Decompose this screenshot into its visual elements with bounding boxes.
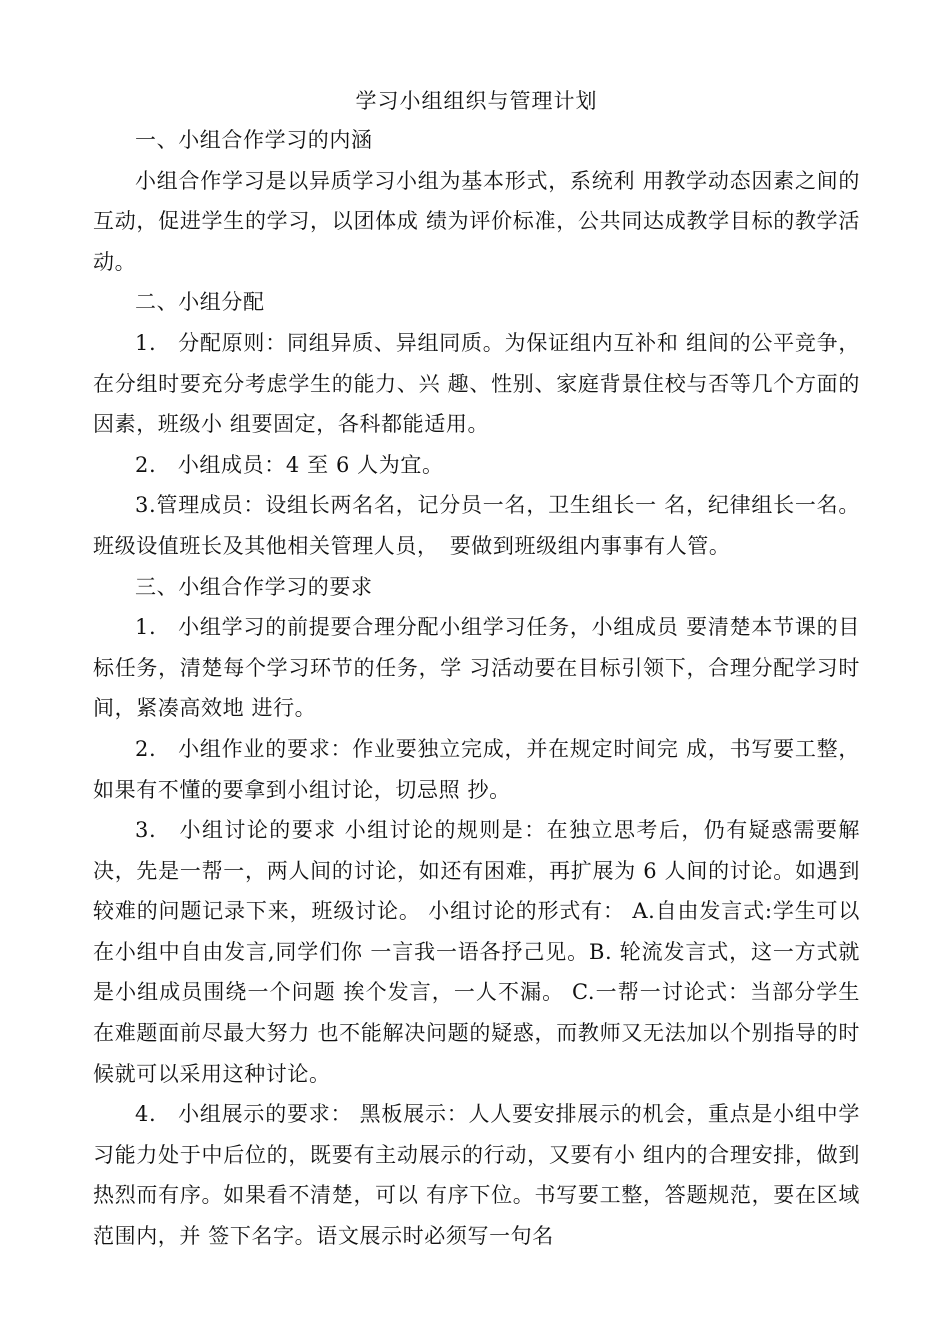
paragraph-study-premise: 1. 小组学习的前提要合理分配小组学习任务，小组成员 要清楚本节课的目标任务，清楚每个学习环节的任务，学 习活动要在目标引领下，合理分配学习时间，紧凑高效地 进行。 (93, 615, 860, 721)
document-title: 学习小组组织与管理计划 (355, 89, 598, 113)
section-heading-1: 一、小组合作学习的内涵 (135, 128, 373, 152)
paragraph-group-members: 2. 小组成员：4 至 6 人为宜。 (135, 452, 444, 477)
paragraph-allocation-principle: 1. 分配原则：同组异质、异组同质。为保证组内互补和 组间的公平竞争，在分组时要充分考虑学生的能力、兴 趣、性别、家庭背景住校与否等几个方面的因素，班级小 组要固定，各科都能适用。 (93, 330, 860, 437)
paragraph-discussion-requirements: 3. 小组讨论的要求 小组讨论的规则是：在独立思考后，仍有疑惑需要解 决，先是一帮一，两人间的讨论，如还有困难，再扩展为 6 人间的讨论。如遇到较难的问题记录下来，班级讨论。 小组讨论的形式有： A.自由发言式:学生可以在小组中自由发言,同学们你 一言我一语各抒己见。B. 轮流发言式，这一方式就是小组成员围绕一个问题 挨个发言，一人不漏。 C.一帮一讨论式：当部分学生在难题面前尽最大努力 也不能解决问题的疑惑，而教师又无法加以个别指导的时 候就可以采用这种讨论。 (93, 818, 860, 1086)
section-heading-2: 二、小组分配 (135, 290, 265, 315)
section-heading-3: 三、小组合作学习的要求 (135, 574, 373, 599)
paragraph-homework-requirements: 2. 小组作业的要求：作业要独立完成，并在规定时间完 成，书写要工整，如果有不懂的要拿到小组讨论，切忌照 抄。 (93, 736, 860, 802)
paragraph-management-members: 3.管理成员：设组长两名名，记分员一名，卫生组长一 名，纪律组长一名。班级设值班长及其他相关管理人员， 要做到班级组内事事有人管。 (93, 493, 860, 558)
paragraph-intro: 小组合作学习是以异质学习小组为基本形式，系统利 用教学动态因素之间的互动，促进学生的学习，以团体成 绩为评价标准，公共同达成教学目标的教学活动。 (93, 168, 860, 274)
paragraph-presentation-requirements: 4. 小组展示的要求： 黑板展示：人人要安排展示的机会，重点是小组中学 习能力处于中后位的，既要有主动展示的行动，又要有小 组内的合理安排，做到热烈而有序。如果看不清楚，可以 有序下位。书写要工整，答题规范，要在区域范围内，并 签下名字。语文展示时必须写一句名 (93, 1102, 860, 1249)
